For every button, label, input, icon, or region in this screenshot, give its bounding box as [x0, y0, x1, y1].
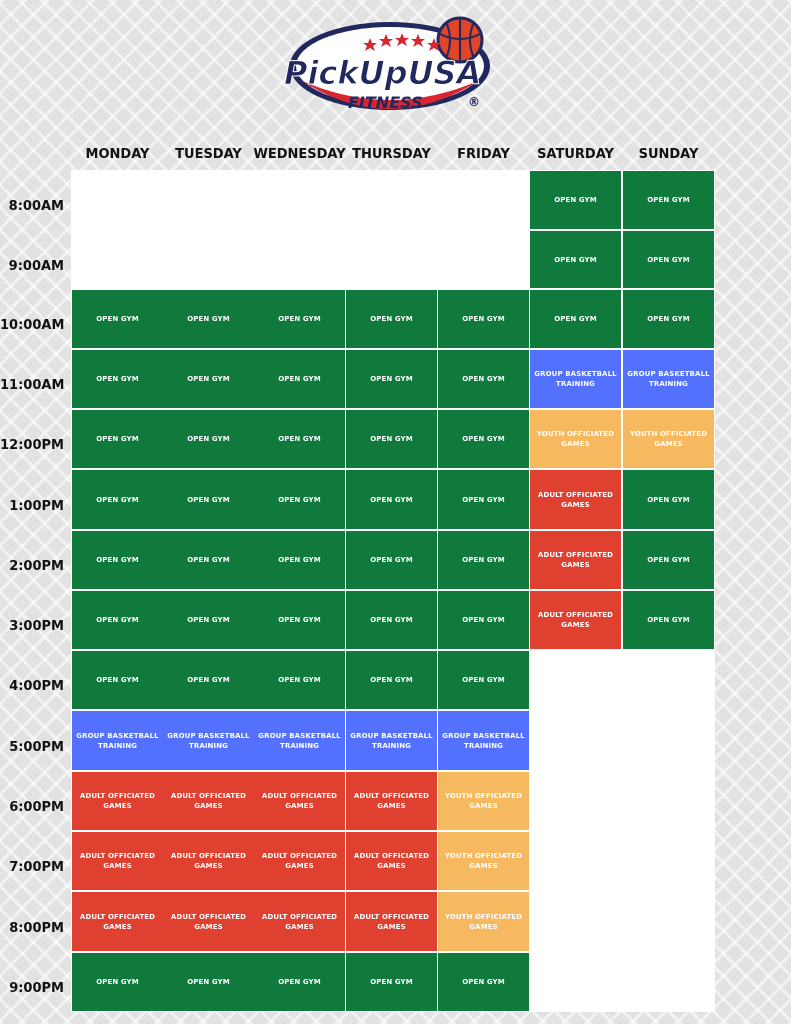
day-header-thursday: THURSDAY: [352, 147, 431, 162]
schedule-cell-sunday: OPEN GYM: [623, 231, 714, 288]
day-header-tuesday: TUESDAY: [175, 147, 242, 162]
schedule-cell-monday: OPEN GYM: [72, 531, 163, 589]
schedule-cell-tuesday: OPEN GYM: [163, 410, 254, 468]
schedule-cell-friday: GROUP BASKETBALL TRAINING: [438, 711, 529, 770]
schedule-cell-monday: GROUP BASKETBALL TRAINING: [72, 711, 163, 770]
schedule-grid: [71, 170, 715, 1012]
schedule-cell-thursday: ADULT OFFICIATED GAMES: [346, 832, 437, 890]
schedule-cell-thursday: GROUP BASKETBALL TRAINING: [346, 711, 437, 770]
time-label: 12:00PM: [0, 438, 64, 453]
schedule-cell-friday: OPEN GYM: [438, 470, 529, 529]
day-header-monday: MONDAY: [85, 147, 150, 162]
schedule-cell-monday: OPEN GYM: [72, 410, 163, 468]
schedule-cell-saturday: YOUTH OFFICIATED GAMES: [530, 410, 621, 468]
time-label: 11:00AM: [0, 378, 65, 393]
time-label: 10:00AM: [0, 318, 65, 333]
schedule-cell-wednesday: OPEN GYM: [254, 410, 345, 468]
time-label: 5:00PM: [9, 739, 64, 755]
schedule-cell-wednesday: ADULT OFFICIATED GAMES: [254, 832, 345, 890]
schedule-cell-sunday: YOUTH OFFICIATED GAMES: [623, 410, 714, 468]
schedule-cell-monday: OPEN GYM: [72, 651, 163, 709]
day-header-wednesday: WEDNESDAY: [253, 147, 346, 162]
day-header-sunday: SUNDAY: [638, 147, 699, 162]
time-label: 3:00PM: [9, 619, 64, 634]
schedule-cell-thursday: OPEN GYM: [346, 531, 437, 589]
schedule-cell-thursday: OPEN GYM: [346, 953, 437, 1011]
schedule-cell-friday: YOUTH OFFICIATED GAMES: [438, 772, 529, 830]
schedule-cell-sunday: OPEN GYM: [623, 290, 714, 348]
schedule-cell-monday: ADULT OFFICIATED GAMES: [72, 772, 163, 830]
schedule-cell-wednesday: GROUP BASKETBALL TRAINING: [254, 711, 345, 770]
schedule-cell-tuesday: OPEN GYM: [163, 651, 254, 709]
logo-brand: PickUpUSA: [284, 54, 482, 92]
schedule-cell-saturday: OPEN GYM: [530, 290, 621, 348]
schedule-cell-monday: OPEN GYM: [72, 290, 163, 348]
schedule-cell-saturday: ADULT OFFICIATED GAMES: [530, 531, 621, 589]
schedule-cell-monday: OPEN GYM: [72, 591, 163, 649]
schedule-cell-wednesday: OPEN GYM: [254, 290, 345, 348]
schedule-cell-friday: OPEN GYM: [438, 651, 529, 709]
schedule-cell-thursday: OPEN GYM: [346, 591, 437, 649]
schedule-cell-sunday: OPEN GYM: [623, 470, 714, 529]
day-header-friday: FRIDAY: [457, 147, 510, 162]
schedule-cell-thursday: ADULT OFFICIATED GAMES: [346, 892, 437, 951]
schedule-cell-monday: OPEN GYM: [72, 350, 163, 408]
schedule-cell-sunday: OPEN GYM: [623, 171, 714, 229]
schedule-cell-tuesday: OPEN GYM: [163, 531, 254, 589]
time-label: 7:00PM: [9, 860, 64, 875]
schedule-cell-thursday: OPEN GYM: [346, 410, 437, 468]
schedule-cell-wednesday: OPEN GYM: [254, 953, 345, 1011]
schedule-cell-saturday: OPEN GYM: [530, 171, 621, 229]
schedule-cell-sunday: OPEN GYM: [623, 591, 714, 649]
schedule-cell-wednesday: OPEN GYM: [254, 470, 345, 529]
schedule-cell-thursday: ADULT OFFICIATED GAMES: [346, 772, 437, 830]
schedule-cell-sunday: GROUP BASKETBALL TRAINING: [623, 350, 714, 408]
time-label: 2:00PM: [9, 559, 64, 574]
time-label: 9:00AM: [8, 258, 64, 274]
schedule-cell-wednesday: OPEN GYM: [254, 350, 345, 408]
schedule-cell-wednesday: ADULT OFFICIATED GAMES: [254, 892, 345, 951]
time-label: 8:00PM: [9, 920, 64, 936]
schedule-cell-wednesday: OPEN GYM: [254, 651, 345, 709]
schedule-cell-tuesday: OPEN GYM: [163, 290, 254, 348]
time-label: 4:00PM: [9, 679, 64, 694]
schedule-cell-friday: OPEN GYM: [438, 410, 529, 468]
schedule-cell-saturday: OPEN GYM: [530, 231, 621, 288]
schedule-cell-thursday: OPEN GYM: [346, 350, 437, 408]
schedule-cell-tuesday: OPEN GYM: [163, 350, 254, 408]
schedule-cell-friday: OPEN GYM: [438, 953, 529, 1011]
schedule-cell-friday: YOUTH OFFICIATED GAMES: [438, 832, 529, 890]
schedule-cell-monday: ADULT OFFICIATED GAMES: [72, 832, 163, 890]
schedule-cell-sunday: OPEN GYM: [623, 531, 714, 589]
schedule-cell-saturday: ADULT OFFICIATED GAMES: [530, 470, 621, 529]
schedule-cell-tuesday: GROUP BASKETBALL TRAINING: [163, 711, 254, 770]
schedule-cell-monday: OPEN GYM: [72, 470, 163, 529]
schedule-cell-tuesday: ADULT OFFICIATED GAMES: [163, 832, 254, 890]
schedule-cell-tuesday: ADULT OFFICIATED GAMES: [163, 892, 254, 951]
time-label: 9:00PM: [9, 981, 64, 996]
schedule-cell-friday: OPEN GYM: [438, 290, 529, 348]
schedule-cell-friday: OPEN GYM: [438, 350, 529, 408]
schedule-cell-thursday: OPEN GYM: [346, 470, 437, 529]
schedule-cell-monday: OPEN GYM: [72, 953, 163, 1011]
schedule-cell-tuesday: OPEN GYM: [163, 591, 254, 649]
schedule-cell-friday: OPEN GYM: [438, 531, 529, 589]
logo-registered-mark: ®: [468, 95, 480, 109]
schedule-cell-friday: OPEN GYM: [438, 591, 529, 649]
pickupusa-logo: [278, 10, 518, 128]
schedule-cell-wednesday: OPEN GYM: [254, 591, 345, 649]
schedule-cell-tuesday: OPEN GYM: [163, 953, 254, 1011]
time-label: 6:00PM: [9, 800, 64, 815]
logo-sub: FITNESS: [348, 93, 423, 112]
schedule-cell-friday: YOUTH OFFICIATED GAMES: [438, 892, 529, 951]
schedule-cell-thursday: OPEN GYM: [346, 290, 437, 348]
schedule-cell-tuesday: OPEN GYM: [163, 470, 254, 529]
day-header-saturday: SATURDAY: [537, 147, 614, 162]
schedule-cell-saturday: GROUP BASKETBALL TRAINING: [530, 350, 621, 408]
time-label: 8:00AM: [8, 199, 64, 214]
schedule-cell-wednesday: ADULT OFFICIATED GAMES: [254, 772, 345, 830]
schedule-cell-wednesday: OPEN GYM: [254, 531, 345, 589]
schedule-cell-thursday: OPEN GYM: [346, 651, 437, 709]
schedule-cell-tuesday: ADULT OFFICIATED GAMES: [163, 772, 254, 830]
time-label: 1:00PM: [9, 498, 64, 514]
schedule-cell-saturday: ADULT OFFICIATED GAMES: [530, 591, 621, 649]
schedule-cell-monday: ADULT OFFICIATED GAMES: [72, 892, 163, 951]
